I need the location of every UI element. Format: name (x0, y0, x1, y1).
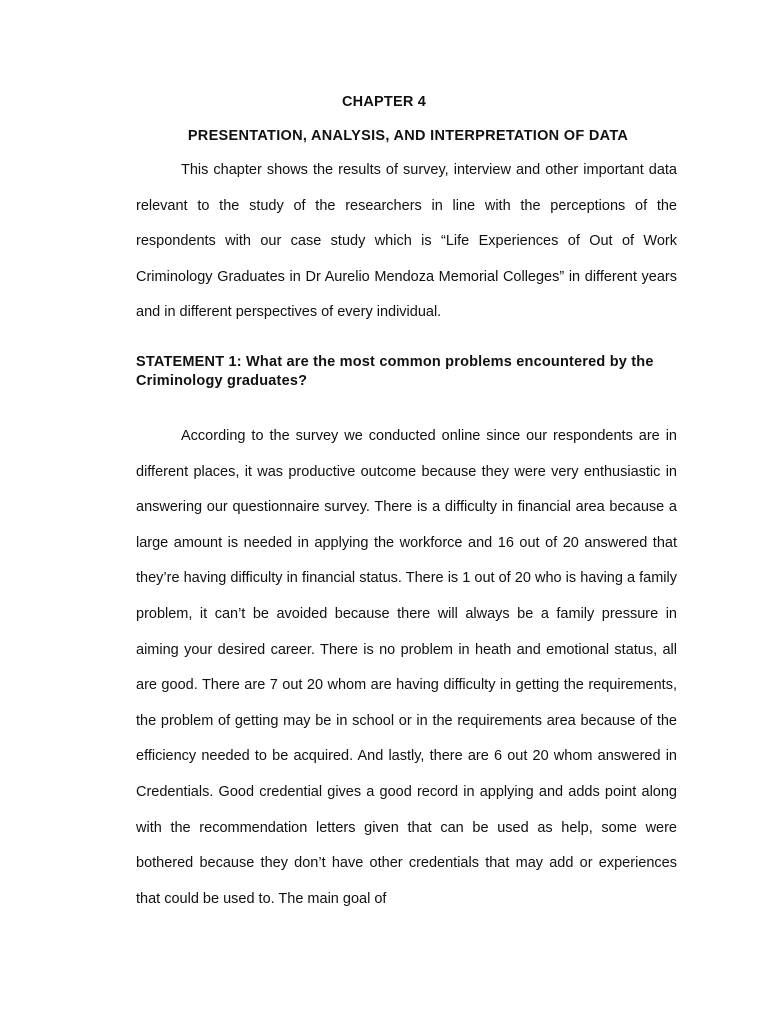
statement-heading: STATEMENT 1: What are the most common problems encountered by the Criminology graduates? (136, 354, 654, 389)
section-heading: PRESENTATION, ANALYSIS, AND INTERPRETATION OF DATA (187, 128, 629, 144)
chapter-title: CHAPTER 4 (342, 94, 426, 110)
body-paragraph: According to the survey we conducted online since our respondents are in different places, it was productive outcome because they were very enthusiastic in answering our questionnaire survey. There is a difficulty in financial area because a large amount is needed in applying the workforce and 16 out of 20 answered that they’re having difficulty in financial status. There is 1 out of 20 who is having a family problem, it can’t be avoided because there will always be a family pressure in aiming your desired career. There is no problem in heath and emotional status, all are good. There are 7 out 20 whom are having difficulty in getting the requirements, the problem of getting may be in school or in the requirements area because of the efficiency needed to be acquired. And lastly, there are 6 out 20 whom answered in Credentials. Good credential gives a good record in applying and adds point along with the recommendation letters given that can be used as help, some were bothered because they don’t have other credentials that may add or experiences that could be used to. The main goal of (136, 428, 677, 907)
intro-paragraph: This chapter shows the results of survey, interview and other important data relevant to the study of the researchers in line with the perceptions of the respondents with our case study which is “Life Experiences of Out of Work Criminology Graduates in Dr Aurelio Mendoza Memorial Colleges” in different years and in different perspectives of every individual. (136, 162, 677, 321)
